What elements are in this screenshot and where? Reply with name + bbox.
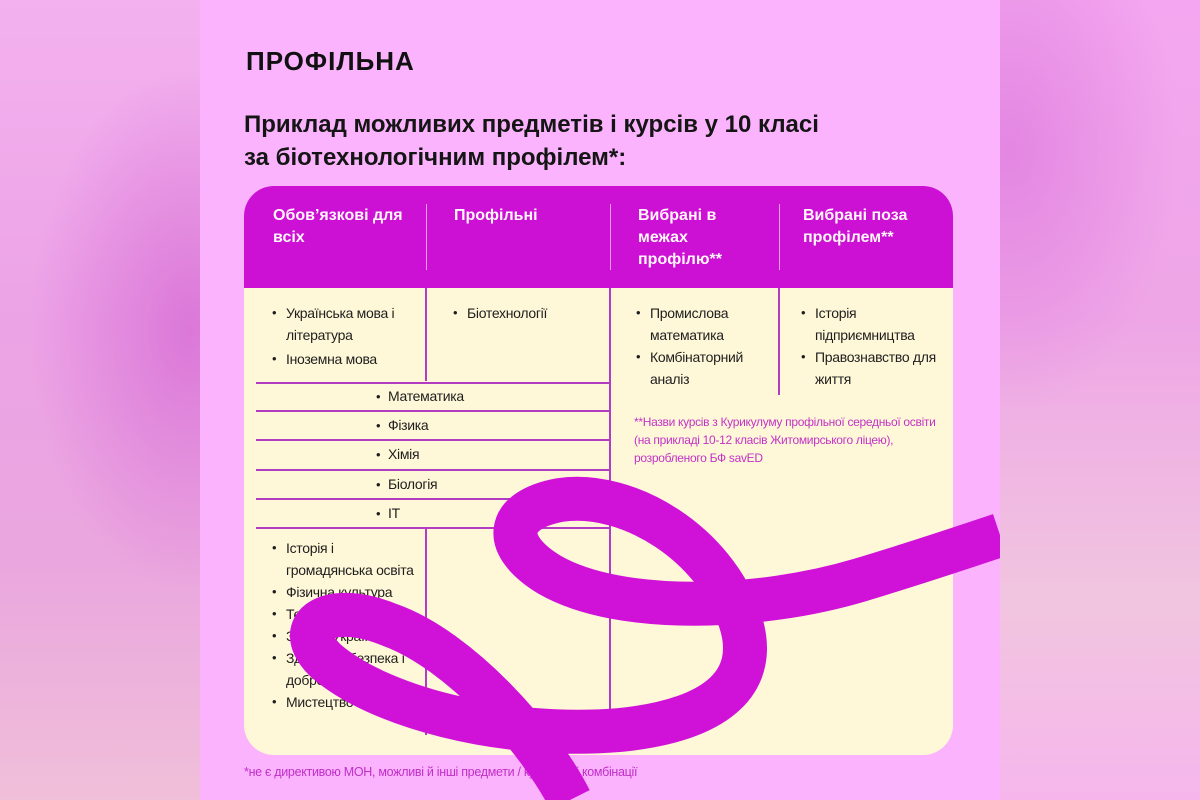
shared-subject-label: IT — [388, 505, 400, 521]
column-header-mandatory: Обов’язкові для всіх — [273, 207, 403, 246]
list-item: • Комбінаторний аналіз — [636, 346, 771, 390]
shared-subject: • Хімія — [376, 446, 420, 462]
list-item: • Мистецтво — [272, 691, 417, 713]
shared-subject-label: Математика — [388, 388, 464, 404]
column-header-elective-in: Вибрані в межах профілю** — [638, 207, 722, 268]
blurred-background-right — [1000, 0, 1200, 800]
list-item: • Технології — [272, 603, 417, 625]
infographic-panel — [200, 0, 1000, 800]
shared-subject: • Математика — [376, 388, 464, 404]
title-line-2: за біотехнологічним профілем*: — [244, 144, 627, 171]
shared-subject-label: Фізика — [388, 417, 429, 433]
column-header-profile: Профільні — [454, 207, 538, 224]
list-item: • Правознавство для життя — [801, 346, 941, 390]
list-item: • Українська мова і література — [272, 302, 422, 346]
ribbon-swirl-decoration-icon — [200, 0, 1000, 800]
brand-logo: ПРОФІЛЬНА — [246, 46, 415, 76]
shared-subject-label: Хімія — [388, 446, 420, 462]
list-item: • Промислова математика — [636, 302, 771, 346]
list-item: • Здоров’я, безпека і добробут — [272, 647, 417, 691]
list-item: • Історія і громадянська освіта — [272, 537, 417, 581]
shared-subject: • Біологія — [376, 476, 438, 492]
disclaimer-footnote: *не є директивою МОН, можливі й інші предмети / курси, їхні комбінації — [244, 765, 638, 779]
title-line-1: Приклад можливих предметів і курсів у 10 класі — [244, 111, 819, 138]
shared-subject: • Фізика — [376, 417, 429, 433]
list-item: • Історія підприємництва — [801, 302, 941, 346]
blurred-background-left — [0, 0, 200, 800]
list-item: • Фізична культура — [272, 581, 417, 603]
list-item: • Захист України — [272, 625, 417, 647]
shared-subject: • IT — [376, 505, 400, 521]
list-item: • Біотехнології — [453, 302, 603, 324]
column-header-elective-out: Вибрані поза профілем** — [803, 207, 908, 246]
shared-subject-label: Біологія — [388, 476, 438, 492]
courses-source-note: **Назви курсів з Курикулуму профільної середньої освіти (на прикладі 10-12 класів Житомирського ліцею), розробленого БФ savED — [634, 415, 936, 465]
list-item: • Іноземна мова — [272, 348, 422, 370]
